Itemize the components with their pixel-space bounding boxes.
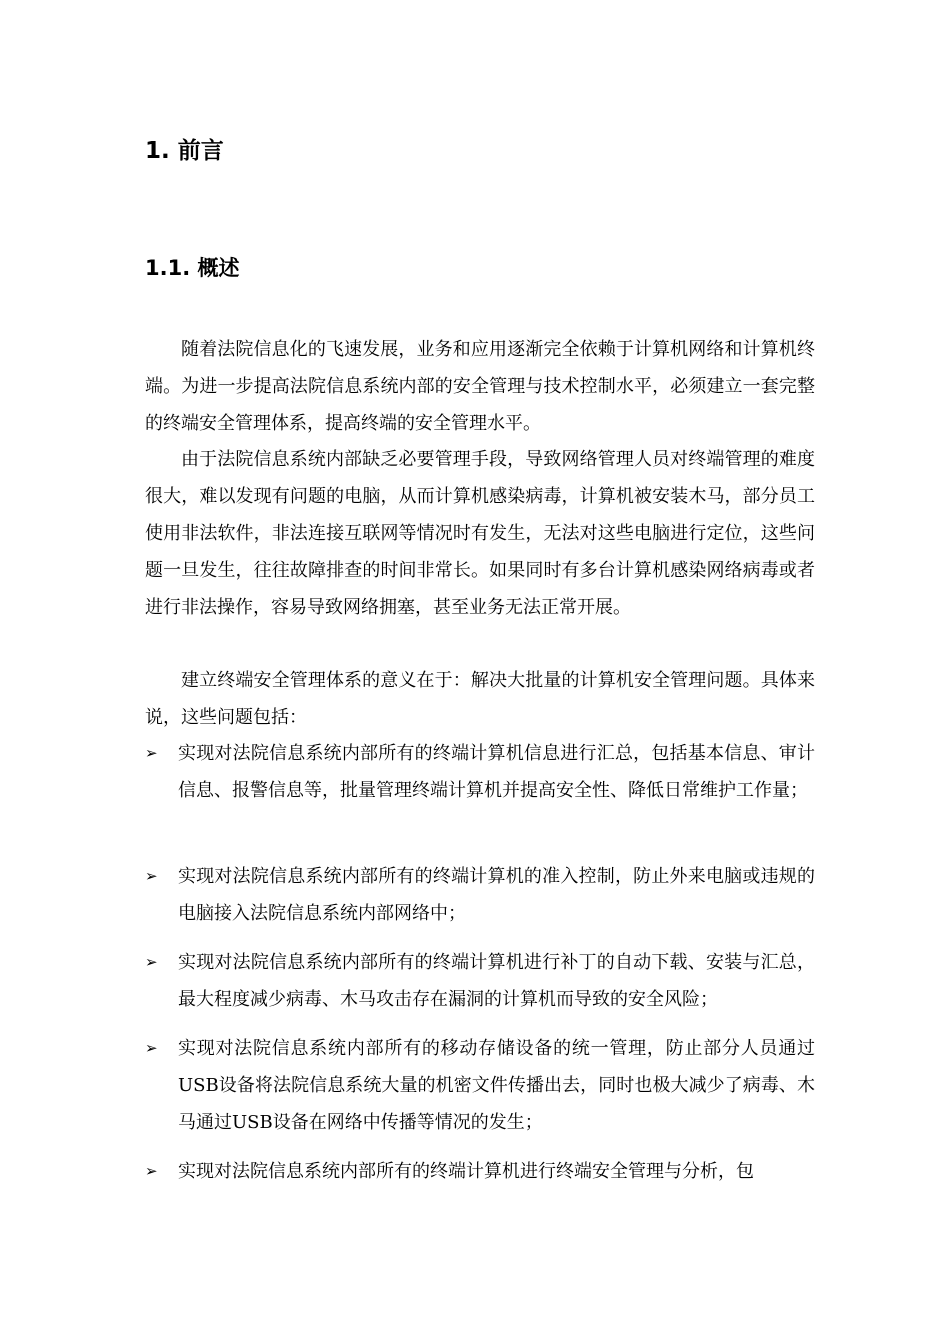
- list-item-text: 实现对法院信息系统内部所有的终端计算机进行补丁的自动下载、安装与汇总，最大程度减少病毒、木马攻击存在漏洞的计算机而导致的安全风险；: [178, 952, 815, 1010]
- list-item-text: 实现对法院信息系统内部所有的终端计算机信息进行汇总，包括基本信息、审计信息、报警信息等，批量管理终端计算机并提高安全性、降低日常维护工作量；: [178, 743, 815, 801]
- list-item-text: 实现对法院信息系统内部所有的终端计算机的准入控制，防止外来电脑或违规的电脑接入法院信息系统内部网络中；: [178, 866, 815, 924]
- paragraph-problems: 由于法院信息系统内部缺乏必要管理手段，导致网络管理人员对终端管理的难度很大，难以发现有问题的电脑，从而计算机感染病毒，计算机被安装木马，部分员工使用非法软件，非法连接互联网等情况时有发生，无法对这些电脑进行定位，这些问题一旦发生，往往故障排查的时间非常长。如果同时有多台计算机感染网络病毒或者进行非法操作，容易导致网络拥塞，甚至业务无法正常开展。: [145, 449, 815, 618]
- list-item: [145, 735, 815, 809]
- list-item-text: 实现对法院信息系统内部所有的移动存储设备的统一管理，防止部分人员通过USB设备将法院信息系统大量的机密文件传播出去，同时也极大减少了病毒、木马通过USB设备在网络中传播等情况的发生；: [178, 1038, 815, 1133]
- subsection-heading: 1.1. 概述: [145, 256, 240, 280]
- list-item-text: 实现对法院信息系统内部所有的终端计算机进行终端安全管理与分析，包: [178, 1161, 754, 1182]
- arrow-bullet-icon: ➢: [145, 744, 158, 762]
- paragraph-significance: 建立终端安全管理体系的意义在于：解决大批量的计算机安全管理问题。具体来说，这些问题包括：: [145, 670, 815, 728]
- list-item: [145, 858, 815, 932]
- paragraph-intro: 随着法院信息化的飞速发展，业务和应用逐渐完全依赖于计算机网络和计算机终端。为进一步提高法院信息系统内部的安全管理与技术控制水平，必须建立一套完整的终端安全管理体系，提高终端的安全管理水平。: [145, 339, 815, 434]
- section-heading: 1. 前言: [145, 138, 224, 164]
- list-item: [145, 944, 815, 1018]
- arrow-bullet-icon: ➢: [145, 867, 158, 885]
- arrow-bullet-icon: ➢: [145, 1162, 158, 1180]
- arrow-bullet-icon: ➢: [145, 1039, 158, 1057]
- list-item: [145, 1030, 815, 1141]
- arrow-bullet-icon: ➢: [145, 953, 158, 971]
- list-item: [145, 1153, 815, 1190]
